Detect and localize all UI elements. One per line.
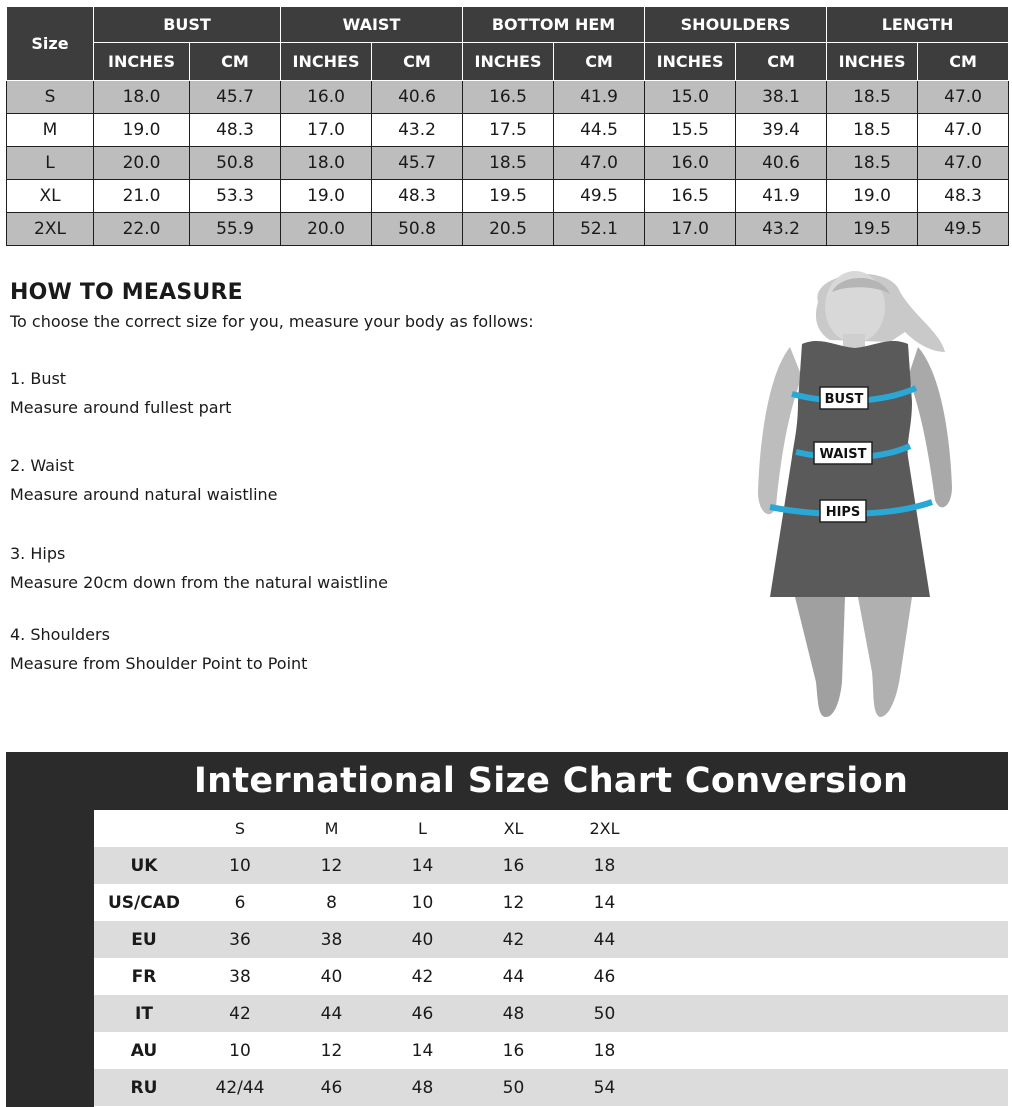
- group-header-row: [7, 7, 1009, 43]
- intl-region-label: AU: [94, 1032, 194, 1069]
- unit-header: INCHES: [281, 43, 372, 81]
- intl-size-cell: 48: [468, 995, 559, 1032]
- intl-size-cell: 46: [286, 1069, 377, 1106]
- intl-row-filler: [650, 847, 1008, 884]
- intl-row: [94, 921, 1008, 958]
- measurement-cell: 16.0: [281, 81, 372, 114]
- size-row: [7, 114, 1009, 147]
- intl-size-cell: 8: [286, 884, 377, 921]
- intl-row: [94, 1032, 1008, 1069]
- intl-size-header-row: [94, 810, 1008, 847]
- size-row: [7, 147, 1009, 180]
- intl-row: [94, 1069, 1008, 1106]
- measurement-cell: 49.5: [554, 180, 645, 213]
- size-row-label: S: [7, 81, 94, 114]
- intl-size-cell: 36: [194, 921, 286, 958]
- size-row-label: M: [7, 114, 94, 147]
- unit-header: CM: [736, 43, 827, 81]
- intl-size-cell: 6: [194, 884, 286, 921]
- measurement-cell: 40.6: [372, 81, 463, 114]
- measurement-cell: 22.0: [94, 213, 190, 246]
- measure-step-title: 3. Hips: [10, 544, 66, 563]
- international-conversion-body: [94, 847, 1008, 1106]
- intl-size-cell: 12: [468, 884, 559, 921]
- measurement-cell: 48.3: [190, 114, 281, 147]
- intl-row-filler: [650, 1032, 1008, 1069]
- unit-header: CM: [190, 43, 281, 81]
- intl-row-filler: [650, 995, 1008, 1032]
- measure-step-text: Measure from Shoulder Point to Point: [10, 654, 308, 673]
- intl-region-label: EU: [94, 921, 194, 958]
- measurement-cell: 15.5: [645, 114, 736, 147]
- measurement-cell: 49.5: [918, 213, 1009, 246]
- intl-size-cell: 12: [286, 847, 377, 884]
- intl-region-label: FR: [94, 958, 194, 995]
- measurement-cell: 39.4: [736, 114, 827, 147]
- intl-region-label: UK: [94, 847, 194, 884]
- intl-size-cell: 40: [286, 958, 377, 995]
- intl-size-cell: 10: [377, 884, 468, 921]
- waist-label: WAIST: [819, 447, 867, 462]
- measurement-cell: 17.5: [463, 114, 554, 147]
- international-conversion-panel: [94, 810, 1008, 1107]
- shoulders-header: SHOULDERS: [645, 7, 827, 43]
- intl-row-filler: [650, 958, 1008, 995]
- measurement-cell: 17.0: [281, 114, 372, 147]
- measurement-cell: 16.5: [463, 81, 554, 114]
- intl-region-label: RU: [94, 1069, 194, 1106]
- measurement-cell: 20.5: [463, 213, 554, 246]
- intl-size-cell: 14: [559, 884, 650, 921]
- measure-step-title: 4. Shoulders: [10, 625, 110, 644]
- international-conversion-table: [94, 810, 1008, 1106]
- measurement-cell: 43.2: [736, 213, 827, 246]
- measurement-cell: 40.6: [736, 147, 827, 180]
- intl-region-label: IT: [94, 995, 194, 1032]
- intl-size-cell: 12: [286, 1032, 377, 1069]
- measurement-cell: 18.5: [827, 81, 918, 114]
- intl-size-cell: 14: [377, 1032, 468, 1069]
- unit-header: INCHES: [827, 43, 918, 81]
- intl-size-cell: 50: [468, 1069, 559, 1106]
- size-column-header: Size: [7, 7, 94, 81]
- measurement-cell: 50.8: [190, 147, 281, 180]
- intl-row: [94, 958, 1008, 995]
- measurement-cell: 19.0: [281, 180, 372, 213]
- measurement-figure: [740, 262, 970, 722]
- bottom-hem-header: BOTTOM HEM: [463, 7, 645, 43]
- unit-header: INCHES: [645, 43, 736, 81]
- measure-step: [10, 364, 610, 422]
- measurement-cell: 48.3: [372, 180, 463, 213]
- measurement-cell: 45.7: [372, 147, 463, 180]
- intl-size-cell: 50: [559, 995, 650, 1032]
- how-to-measure-title: HOW TO MEASURE: [10, 280, 243, 305]
- unit-header: CM: [554, 43, 645, 81]
- length-header: LENGTH: [827, 7, 1009, 43]
- intl-size-cell: 10: [194, 847, 286, 884]
- measurement-cell: 21.0: [94, 180, 190, 213]
- measurement-cell: 19.0: [94, 114, 190, 147]
- intl-size-cell: 14: [377, 847, 468, 884]
- bust-label: BUST: [824, 392, 864, 407]
- measurement-cell: 19.5: [463, 180, 554, 213]
- dress-figure-illustration: [740, 262, 970, 722]
- measure-step-text: Measure around fullest part: [10, 398, 232, 417]
- unit-header: CM: [918, 43, 1009, 81]
- intl-size-header: XL: [468, 810, 559, 847]
- intl-size-cell: 38: [194, 958, 286, 995]
- intl-size-cell: 40: [377, 921, 468, 958]
- bust-header: BUST: [94, 7, 281, 43]
- measurement-cell: 52.1: [554, 213, 645, 246]
- intl-size-cell: 42: [194, 995, 286, 1032]
- hips-label: HIPS: [825, 505, 861, 520]
- intl-row-filler: [650, 884, 1008, 921]
- measurement-cell: 47.0: [918, 114, 1009, 147]
- measure-step: [10, 620, 610, 678]
- intl-size-cell: 46: [377, 995, 468, 1032]
- intl-size-cell: 46: [559, 958, 650, 995]
- international-conversion-section: [6, 752, 1008, 1107]
- measure-step-text: Measure 20cm down from the natural waistline: [10, 573, 388, 592]
- measurement-cell: 47.0: [918, 81, 1009, 114]
- how-to-measure-intro: To choose the correct size for you, measure your body as follows:: [10, 312, 534, 331]
- measurement-cell: 19.0: [827, 180, 918, 213]
- intl-size-cell: 54: [559, 1069, 650, 1106]
- size-row-label: L: [7, 147, 94, 180]
- measurement-cell: 15.0: [645, 81, 736, 114]
- intl-size-cell: 42/44: [194, 1069, 286, 1106]
- intl-row-filler: [650, 1069, 1008, 1106]
- size-measurement-table: [6, 6, 1009, 246]
- intl-size-cell: 18: [559, 1032, 650, 1069]
- measurement-cell: 53.3: [190, 180, 281, 213]
- measure-step-title: 1. Bust: [10, 369, 67, 388]
- measure-step-text: Measure around natural waistline: [10, 485, 278, 504]
- measurement-cell: 18.5: [827, 114, 918, 147]
- measurement-cell: 18.5: [827, 147, 918, 180]
- intl-size-cell: 42: [377, 958, 468, 995]
- measurement-cell: 47.0: [554, 147, 645, 180]
- measure-step: [10, 451, 610, 509]
- intl-size-cell: 44: [559, 921, 650, 958]
- measurement-cell: 41.9: [554, 81, 645, 114]
- intl-size-cell: 16: [468, 1032, 559, 1069]
- intl-size-cell: 44: [468, 958, 559, 995]
- size-row: [7, 81, 1009, 114]
- intl-size-header: L: [377, 810, 468, 847]
- measurement-cell: 55.9: [190, 213, 281, 246]
- measurement-cell: 47.0: [918, 147, 1009, 180]
- measurement-cell: 18.0: [94, 81, 190, 114]
- intl-region-header: [94, 810, 194, 847]
- intl-size-header: M: [286, 810, 377, 847]
- measurement-cell: 20.0: [94, 147, 190, 180]
- measurement-cell: 44.5: [554, 114, 645, 147]
- intl-size-cell: 18: [559, 847, 650, 884]
- intl-size-header: 2XL: [559, 810, 650, 847]
- measurement-cell: 18.0: [281, 147, 372, 180]
- measurement-cell: 45.7: [190, 81, 281, 114]
- intl-region-label: US/CAD: [94, 884, 194, 921]
- how-to-measure-section: [10, 280, 650, 673]
- unit-header: CM: [372, 43, 463, 81]
- measure-step: [10, 539, 610, 597]
- size-row: [7, 213, 1009, 246]
- measurement-cell: 19.5: [827, 213, 918, 246]
- measurement-cell: 50.8: [372, 213, 463, 246]
- intl-size-cell: 44: [286, 995, 377, 1032]
- intl-size-cell: 16: [468, 847, 559, 884]
- size-table-body: [7, 81, 1009, 246]
- size-row-label: XL: [7, 180, 94, 213]
- unit-header: INCHES: [94, 43, 190, 81]
- intl-size-cell: 10: [194, 1032, 286, 1069]
- measurement-cell: 41.9: [736, 180, 827, 213]
- unit-header: INCHES: [463, 43, 554, 81]
- size-row-label: 2XL: [7, 213, 94, 246]
- measurement-cell: 38.1: [736, 81, 827, 114]
- measurement-cell: 18.5: [463, 147, 554, 180]
- measurement-cell: 20.0: [281, 213, 372, 246]
- intl-row-filler: [650, 921, 1008, 958]
- measure-step-title: 2. Waist: [10, 456, 75, 475]
- intl-size-cell: 42: [468, 921, 559, 958]
- measurement-cell: 16.0: [645, 147, 736, 180]
- size-row: [7, 180, 1009, 213]
- intl-row: [94, 884, 1008, 921]
- waist-header: WAIST: [281, 7, 463, 43]
- intl-size-header: S: [194, 810, 286, 847]
- measurement-cell: 48.3: [918, 180, 1009, 213]
- intl-size-cell: 48: [377, 1069, 468, 1106]
- measurement-cell: 17.0: [645, 213, 736, 246]
- intl-row: [94, 995, 1008, 1032]
- intl-header-filler: [650, 810, 1008, 847]
- unit-header-row: [7, 43, 1009, 81]
- intl-size-cell: 38: [286, 921, 377, 958]
- intl-row: [94, 847, 1008, 884]
- measurement-cell: 43.2: [372, 114, 463, 147]
- international-conversion-title: International Size Chart Conversion: [193, 761, 909, 801]
- measurement-cell: 16.5: [645, 180, 736, 213]
